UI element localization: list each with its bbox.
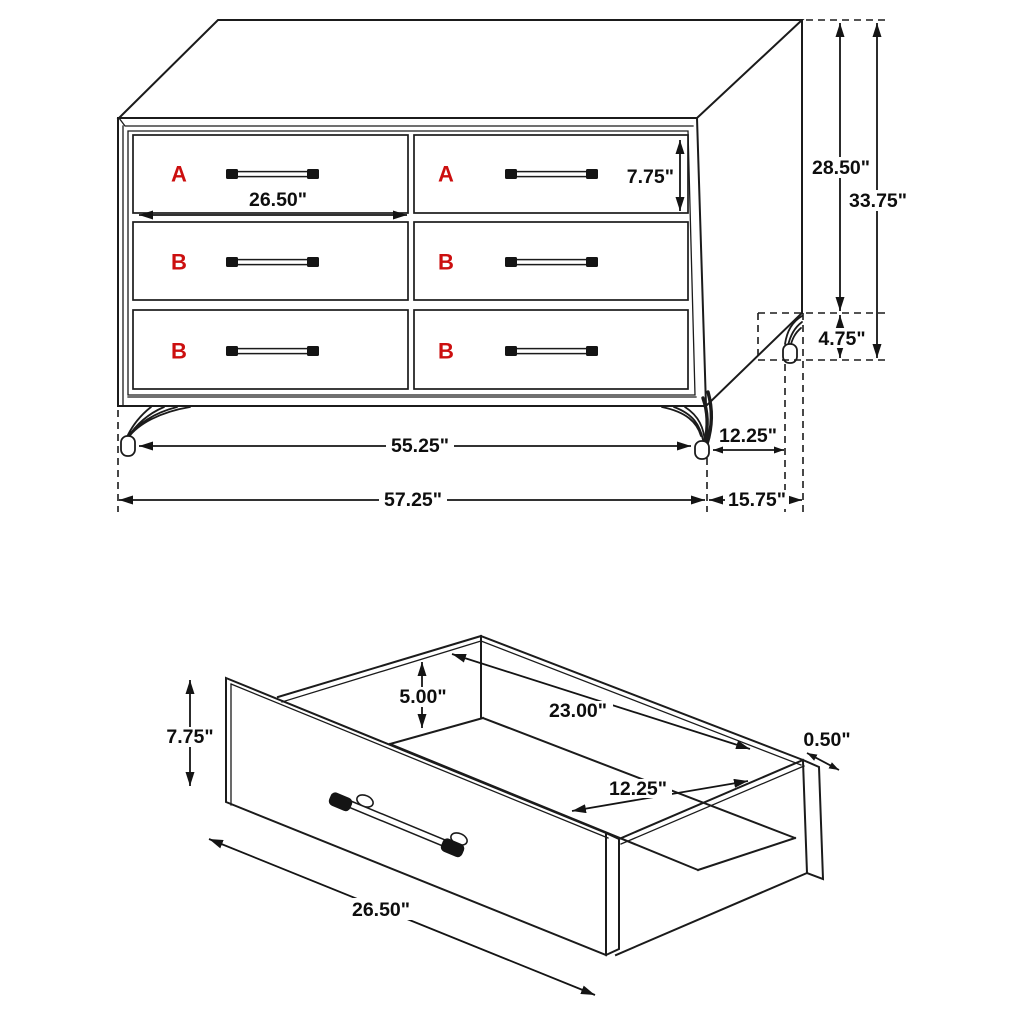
drawer-label-bottom-left: B [171, 338, 187, 364]
drawer-box-handle [327, 791, 469, 859]
dim-interior-depth-text: 12.25" [608, 778, 668, 800]
dim-front-height-text: 7.75" [166, 726, 214, 748]
dim-overall-width-text: 57.25" [383, 489, 443, 511]
dim-overall-depth-text: 15.75" [727, 489, 787, 511]
dim-overall-height-text: 33.75" [848, 190, 908, 212]
dim-leg-height [816, 315, 869, 358]
dim-overall-width [119, 489, 705, 511]
dim-front-width-text: 26.50" [351, 899, 411, 921]
drawer-box-figure [162, 636, 851, 995]
dim-interior-height-text: 5.00" [399, 686, 447, 708]
dim-drawer-height-text: 7.75" [626, 166, 674, 188]
dim-case-height [807, 23, 875, 311]
dim-panel-thickness-text: 0.50" [803, 729, 851, 751]
dresser-leg-front-left [121, 407, 190, 456]
drawer-label-middle-right: B [438, 249, 454, 275]
drawer-label-top-right: A [438, 161, 454, 187]
dim-interior-width-text: 23.00" [548, 700, 608, 722]
dim-drawer-width-text: 26.50" [248, 189, 308, 211]
dim-case-height-text: 28.50" [811, 157, 871, 179]
dim-width-between-legs [139, 435, 691, 457]
dresser-leg-front-right [662, 392, 711, 459]
dim-depth-between-legs-text: 12.25" [718, 425, 778, 447]
dim-overall-height [845, 23, 911, 358]
dim-width-between-legs-text: 55.25" [390, 435, 450, 457]
drawer-label-bottom-right: B [438, 338, 454, 364]
drawer-label-middle-left: B [171, 249, 187, 275]
dresser-figure [118, 20, 911, 512]
dim-front-width [209, 839, 595, 995]
dim-front-height [162, 680, 218, 786]
drawer-label-top-left: A [171, 161, 187, 187]
dim-overall-depth [709, 489, 802, 511]
dim-interior-height [394, 662, 451, 728]
dim-interior-width [452, 654, 750, 749]
drawer-box-inner-edges [231, 641, 804, 844]
dim-leg-height-text: 4.75" [818, 328, 866, 350]
dim-depth-between-legs [713, 425, 784, 450]
